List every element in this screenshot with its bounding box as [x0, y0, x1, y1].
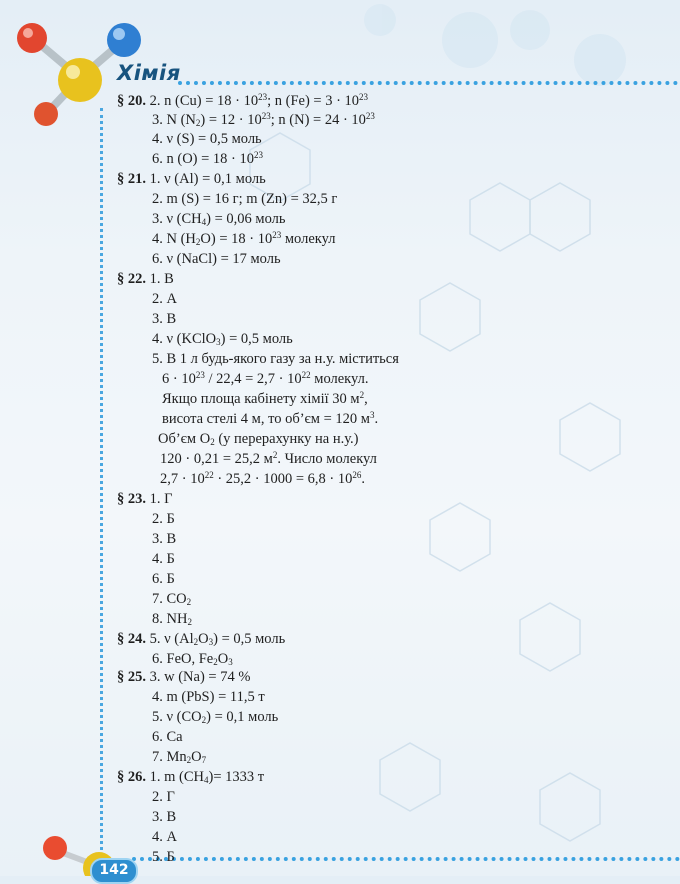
- margin-dotted-line: [100, 108, 103, 856]
- answer-text: / 22,4 = 2,7 · 10: [204, 371, 302, 387]
- answer-text: 1. В: [149, 271, 174, 287]
- answer-text: ) = 0,06 моль: [206, 211, 286, 227]
- answer-text: 120 · 0,21 = 25,2 м: [160, 451, 273, 467]
- answer-text: 7. Mn: [152, 749, 187, 765]
- subscript: 2: [195, 237, 201, 247]
- answer-text: 2,7 · 10: [160, 471, 205, 487]
- answer-text: 7. CO: [152, 591, 187, 607]
- answer-text: .: [361, 471, 366, 487]
- section-number: § 21.: [117, 171, 146, 187]
- exponent: 3: [369, 410, 375, 420]
- answer-line: [152, 190, 337, 208]
- answer-line: [152, 570, 175, 588]
- subscript: 2: [187, 617, 192, 627]
- header-title: Хімія: [117, 61, 181, 85]
- answer-text: · 25,2 · 1000 = 6,8 · 10: [213, 471, 353, 487]
- answer-line: [117, 92, 368, 110]
- exponent: 23: [272, 230, 282, 240]
- answer-text: 4. ν (KClO: [152, 331, 217, 347]
- answer-line: [152, 688, 265, 706]
- answer-line: [152, 590, 191, 608]
- exponent: 22: [204, 470, 214, 480]
- subscript: 4: [201, 217, 207, 227]
- subscript: 3: [208, 637, 214, 647]
- answer-text: Об’єм O: [158, 431, 211, 447]
- answer-text: 2. Б: [152, 511, 175, 527]
- subscript: 7: [201, 755, 207, 765]
- answer-text: Якщо площа кабінету хімії 30 м: [162, 391, 360, 407]
- answer-line: [152, 210, 286, 228]
- answer-text: 6. ν (NaCl) = 17 моль: [152, 251, 281, 267]
- answer-line: [152, 828, 177, 846]
- answer-line: [152, 748, 206, 766]
- answer-line: [162, 390, 368, 408]
- answer-text: 2. n (Cu) = 18 · 10: [149, 93, 259, 109]
- answer-line: [152, 848, 175, 866]
- exponent: 22: [301, 370, 311, 380]
- answer-text: 6. Б: [152, 571, 175, 587]
- answer-text: молекул: [281, 231, 336, 247]
- answer-text: 4. N (H: [152, 231, 196, 247]
- answer-line: [152, 530, 176, 548]
- answer-text: 2. Г: [152, 789, 175, 805]
- exponent: 23: [195, 370, 205, 380]
- answer-text: (у перерахунку на н.у.): [214, 431, 359, 447]
- answer-line: [152, 788, 175, 806]
- exponent: 2: [359, 390, 365, 400]
- answer-line: [152, 310, 176, 328]
- answer-text: висота стелі 4 м, то об’єм = 120 м: [162, 411, 370, 427]
- answer-text: 5. Б: [152, 849, 175, 865]
- answer-text: 3. N (N: [152, 112, 196, 128]
- answer-text: 6 · 10: [162, 371, 196, 387]
- section-number: § 22.: [117, 271, 146, 287]
- exponent: 2: [272, 450, 278, 460]
- subscript: 2: [210, 437, 215, 447]
- answer-text: 4. Б: [152, 551, 175, 567]
- answer-text: . Число молекул: [277, 451, 377, 467]
- answer-line: [152, 728, 183, 746]
- subscript: 2: [213, 657, 218, 667]
- answer-line: [117, 170, 266, 188]
- answer-line: [152, 550, 175, 568]
- answer-line: [152, 610, 192, 628]
- answer-text: ) = 0,1 моль: [206, 709, 279, 725]
- section-number: § 25.: [117, 669, 146, 685]
- answer-text: ) = 12 · 10: [200, 112, 262, 128]
- answer-text: 2. m (S) = 16 г; m (Zn) = 32,5 г: [152, 191, 338, 207]
- answer-line: [117, 768, 264, 786]
- answer-line: [117, 490, 173, 508]
- answer-line: [117, 630, 285, 648]
- answer-text: 3. w (Na) = 74 %: [149, 669, 251, 685]
- answer-text: 5. ν (CO: [152, 709, 202, 725]
- answer-text: .: [374, 411, 379, 427]
- section-number: § 23.: [117, 491, 146, 507]
- answer-text: 1. Г: [149, 491, 173, 507]
- answer-line: [152, 350, 399, 368]
- subscript: 2: [186, 597, 192, 607]
- answer-line: [152, 230, 335, 248]
- answer-line: [152, 111, 375, 129]
- answer-text: ; n (Fe) = 3 · 10: [267, 93, 360, 109]
- answer-line: [152, 510, 175, 528]
- exponent: 23: [359, 92, 369, 102]
- answer-line: [162, 410, 378, 428]
- answer-line: [152, 250, 281, 268]
- answer-text: O: [217, 651, 229, 667]
- answer-text: ,: [364, 391, 368, 407]
- answer-line: [160, 470, 365, 488]
- answer-text: 6. n (O) = 18 · 10: [152, 151, 255, 167]
- answer-text: O: [191, 749, 202, 765]
- subscript: 4: [204, 775, 209, 785]
- answer-text: ) = 0,5 моль: [213, 631, 286, 647]
- answer-line: [160, 450, 377, 468]
- section-number: § 20.: [117, 93, 146, 109]
- answer-text: 4. m (PbS) = 11,5 т: [152, 689, 265, 705]
- answer-text: 1. m (CH: [149, 769, 204, 785]
- answer-text: O) = 18 · 10: [200, 231, 273, 247]
- answer-text: 5. ν (Al: [149, 631, 194, 647]
- answer-text: 4. ν (S) = 0,5 моль: [152, 131, 262, 147]
- answer-text: 3. В: [152, 531, 177, 547]
- answer-text: 6. Ca: [152, 729, 183, 745]
- answer-text: )= 1333 т: [208, 769, 265, 785]
- answer-text: 6. FeO, Fe: [152, 651, 214, 667]
- answer-text: 1. ν (Al) = 0,1 моль: [149, 171, 266, 187]
- answer-text: O: [198, 631, 209, 647]
- answer-text: 2. А: [152, 291, 177, 307]
- subscript: 2: [201, 715, 207, 725]
- section-number: § 24.: [117, 631, 146, 647]
- answer-text: ; n (N) = 24 · 10: [270, 112, 366, 128]
- answer-text: 3. В: [152, 311, 177, 327]
- answer-text: 3. В: [152, 809, 177, 825]
- exponent: 23: [365, 111, 375, 121]
- answer-text: 3. ν (CH: [152, 211, 202, 227]
- footer-dotted-line: [132, 857, 680, 861]
- answer-text: ) = 0,5 моль: [220, 331, 293, 347]
- subscript: 2: [193, 637, 199, 647]
- exponent: 23: [254, 150, 264, 160]
- answer-line: [152, 808, 176, 826]
- answer-line: [152, 330, 293, 348]
- subscript: 2: [186, 755, 192, 765]
- answer-line: [117, 668, 250, 686]
- subscript: 3: [216, 337, 221, 347]
- answer-line: [152, 290, 177, 308]
- page-number: 142: [90, 858, 138, 884]
- answer-line: [152, 650, 233, 668]
- subscript: 3: [228, 657, 233, 667]
- answer-line: [152, 130, 262, 148]
- answer-line: [117, 270, 174, 288]
- answer-text: 5. В 1 л будь-якого газу за н.у. міститься: [152, 351, 399, 367]
- exponent: 23: [258, 92, 268, 102]
- answer-line: [152, 150, 263, 168]
- answer-line: [162, 370, 369, 388]
- section-number: § 26.: [117, 769, 146, 785]
- answer-text: 4. А: [152, 829, 177, 845]
- answer-line: [152, 708, 278, 726]
- answer-text: молекул.: [310, 371, 369, 387]
- answer-text: 8. NH: [152, 611, 188, 627]
- answer-line: [158, 430, 358, 448]
- header-dotted-line: [178, 81, 678, 85]
- exponent: 26: [352, 470, 362, 480]
- exponent: 23: [261, 111, 271, 121]
- subscript: 2: [195, 118, 201, 128]
